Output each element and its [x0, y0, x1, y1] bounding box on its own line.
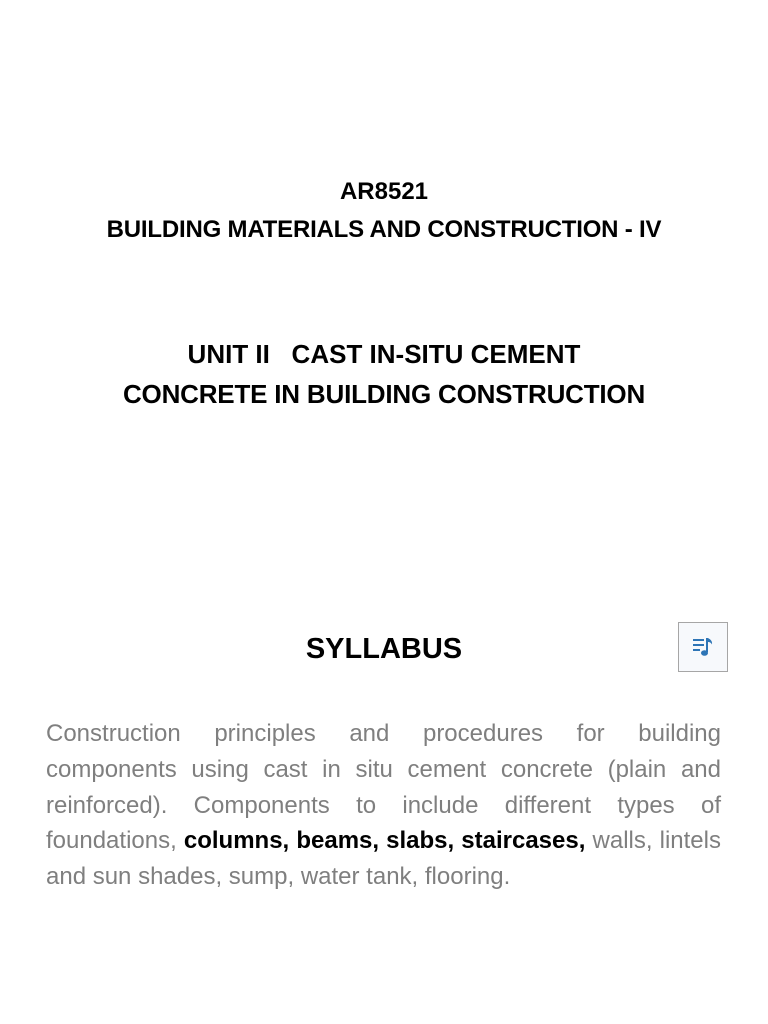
unit-title-line-2: CONCRETE IN BUILDING CONSTRUCTION	[122, 379, 646, 409]
course-code: AR8521	[339, 178, 429, 205]
syllabus-body-emphasis: columns, beams, slabs, staircases,	[183, 827, 586, 855]
syllabus-body-text: Construction principles and procedures for building components using cast in situ cement concrete (plain and reinforced). Components to include different types of foundations,	[46, 720, 721, 855]
course-title: BUILDING MATERIALS AND CONSTRUCTION - IV	[106, 216, 662, 243]
unit-title-line-1: UNIT II CAST IN-SITU CEMENT	[187, 339, 581, 369]
syllabus-body	[46, 716, 721, 895]
syllabus-body-text-end: walls, lintels and sun shades, sump, water tank, flooring.	[46, 827, 721, 891]
audio-button[interactable]	[678, 622, 728, 672]
syllabus-heading: SYLLABUS	[305, 633, 463, 665]
audio-playlist-icon	[692, 636, 714, 658]
